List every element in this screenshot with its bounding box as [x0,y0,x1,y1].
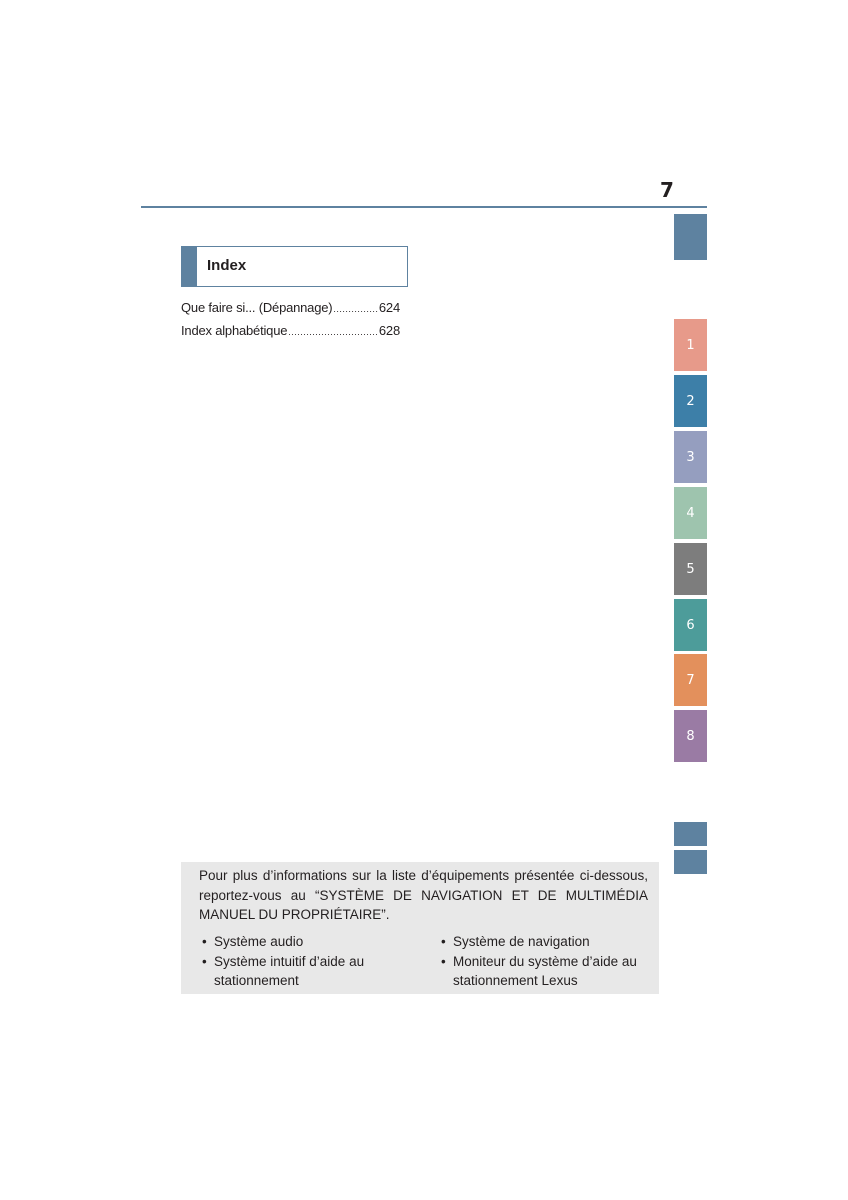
toc-entry-page: 628 [378,323,400,338]
info-box [181,862,659,994]
top-rule [141,206,707,208]
page-number: 7 [660,178,674,202]
side-tab-top[interactable] [674,214,707,260]
bullet-icon: • [202,934,207,949]
section-title: Index [207,257,247,274]
list-item [199,952,414,991]
toc-entry-label: Index alphabétique [181,323,288,338]
side-tab-label: 8 [686,728,695,744]
side-tab-label: 7 [686,672,695,688]
section-header [181,246,408,287]
equipment-list-right [438,932,648,991]
list-item [438,952,648,991]
list-item-label: Moniteur du système d’aide au stationnement Lexus [453,953,637,988]
side-tab-label: 1 [686,337,695,353]
side-tab-bottom-1[interactable] [674,822,707,846]
toc-entry-alphabetical-index[interactable] [181,323,400,346]
side-tab-label: 5 [686,561,695,577]
side-tab-chapter-1[interactable] [674,319,707,371]
bullet-icon: • [441,953,446,969]
side-tab-label: 2 [686,393,695,409]
side-tab-label: 6 [686,617,695,633]
equipment-list-left [199,932,414,991]
list-item [199,932,414,952]
toc-entry-label: Que faire si... (Dépannage) [181,300,333,315]
list-item-label: Système audio [214,934,304,949]
toc-leader-dots [288,327,378,337]
side-tab-bottom-2[interactable] [674,850,707,874]
info-box-text: Pour plus d’informations sur la liste d’équipements présentée ci-dessous, reportez-vous au “SYSTÈME DE NAVIGATION ET DE MULTIMÉDIA MANUEL DU PROPRIÉTAIRE”. [199,868,648,922]
list-item-label: Système de navigation [453,934,590,949]
table-of-contents [181,300,400,346]
side-tab-chapter-8[interactable] [674,710,707,762]
list-item [438,932,648,952]
side-tab-label: 4 [686,505,695,521]
side-tab-chapter-6[interactable] [674,599,707,651]
bullet-icon: • [441,934,446,949]
section-header-bar [182,247,197,286]
list-item-label: Système intuitif d’aide au stationnement [214,953,365,988]
side-tab-chapter-3[interactable] [674,431,707,483]
toc-entry-page: 624 [378,300,400,315]
toc-entry-troubleshooting[interactable] [181,300,400,323]
side-tab-chapter-4[interactable] [674,487,707,539]
side-tab-chapter-7[interactable] [674,654,707,706]
bullet-icon: • [202,953,207,969]
toc-leader-dots [333,304,378,314]
side-tab-chapter-2[interactable] [674,375,707,427]
side-tab-label: 3 [686,449,695,465]
side-tab-chapter-5[interactable] [674,543,707,595]
